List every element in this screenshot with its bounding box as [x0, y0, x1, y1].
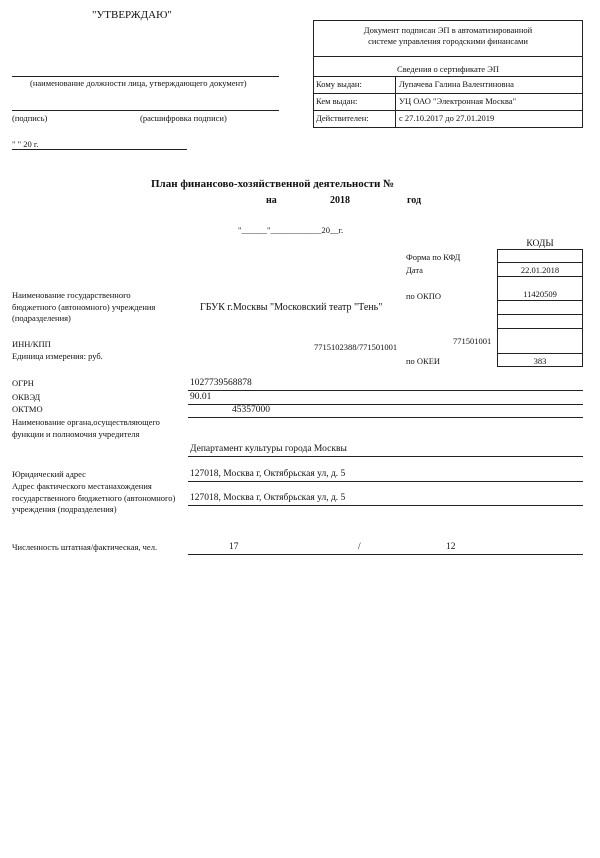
- decode-caption: (расшифровка подписи): [140, 113, 227, 123]
- founder-label: Наименование органа,осуществляющего функции и полномочия учредителя: [12, 417, 160, 439]
- cert-valid-value: с 27.10.2017 до 27.01.2019: [399, 113, 495, 123]
- plan-title: План финансово-хозяйственной деятельности №: [151, 178, 395, 190]
- oktmo-underline: [188, 417, 583, 418]
- date-label: Дата: [406, 265, 423, 275]
- codes-row-line: [497, 262, 583, 263]
- position-line: [12, 76, 279, 77]
- inn-label: ИНН/КПП: [12, 339, 51, 349]
- cert-title: Сведения о сертификате ЭП: [397, 64, 499, 74]
- staff-actual: 12: [446, 542, 456, 552]
- approval-date-line: " " 20 г.: [12, 139, 39, 149]
- okpo-value: 11420509: [523, 289, 557, 299]
- approval-date-underline: [12, 149, 187, 150]
- oktmo-value: 45357000: [232, 405, 270, 415]
- cert-valid-label: Действителен:: [316, 113, 369, 123]
- ogrn-label: ОГРН: [12, 378, 34, 388]
- okpo-label: по ОКПО: [406, 291, 442, 301]
- ogrn-underline: [188, 390, 583, 391]
- staff-underline: [188, 554, 583, 555]
- plan-year-word: год: [407, 195, 422, 206]
- legal-address-label: Юридический адрес: [12, 469, 86, 479]
- signature-caption: (подпись): [12, 113, 48, 123]
- cert-row-line-2: [313, 93, 583, 94]
- founder-value: Департамент культуры города Москвы: [190, 444, 347, 454]
- codes-row-line: [497, 300, 583, 301]
- staff-separator: /: [358, 542, 361, 552]
- actual-address-value: 127018, Москва г, Октябрьская ул, д. 5: [190, 493, 346, 503]
- legal-address-value: 127018, Москва г, Октябрьская ул, д. 5: [190, 469, 346, 479]
- actual-address-underline: [188, 505, 583, 506]
- approval-title: "УТВЕРЖДАЮ": [92, 9, 172, 21]
- codes-row-line: [497, 314, 583, 315]
- signature-header-line2: системе управления городскими финансами: [368, 36, 528, 46]
- codes-row-line: [497, 353, 583, 354]
- unit-label: Единица измерения: руб.: [12, 351, 103, 361]
- plan-for-word: на: [266, 195, 277, 206]
- codes-row-line: [497, 276, 583, 277]
- legal-address-underline: [188, 481, 583, 482]
- institution-name-value: ГБУК г.Москвы "Московский театр "Тень": [200, 302, 383, 313]
- cert-issued-by-value: УЦ ОАО "Электронная Москва": [399, 96, 517, 106]
- oktmo-label: ОКТМО: [12, 404, 43, 414]
- signature-line: [12, 110, 279, 111]
- form-kfd-label: Форма по КФД: [406, 252, 461, 262]
- institution-name-label: Наименование государственного бюджетного (автономного) учреждения (подразделения): [12, 290, 156, 323]
- okei-value: 383: [533, 356, 547, 366]
- position-caption: (наименование должности лица, утверждающего документ): [30, 78, 247, 88]
- okei-label: по ОКЕИ: [406, 356, 441, 366]
- cert-row-line-1: [313, 76, 583, 77]
- cert-issued-to-label: Кому выдан:: [316, 79, 362, 89]
- cert-col-divider: [395, 76, 396, 128]
- signature-header-line1: Документ подписан ЭП в автоматизированной: [363, 25, 533, 35]
- cert-issued-by-label: Кем выдан:: [316, 96, 358, 106]
- staff-planned: 17: [229, 542, 239, 552]
- ogrn-value: 1027739568878: [190, 378, 252, 388]
- founder-underline: [188, 456, 583, 457]
- okved-label: ОКВЭД: [12, 392, 41, 402]
- inn-value: 7715102388/771501001: [314, 342, 398, 352]
- inn-code: 771501001: [453, 336, 492, 346]
- cert-issued-to-value: Лупачева Галина Валентиновна: [399, 79, 514, 89]
- actual-address-label: Адрес фактического местанахождения государственного бюджетного (автономного) учреждения (подразделения): [12, 481, 176, 514]
- plan-year: 2018: [330, 195, 350, 206]
- okved-value: 90.01: [190, 392, 212, 402]
- signature-box-divider: [313, 56, 583, 57]
- codes-header: КОДЫ: [526, 239, 554, 249]
- date-value: 22.01.2018: [520, 265, 560, 275]
- cert-row-line-3: [313, 110, 583, 111]
- plan-date-line: "______"____________20__г.: [238, 225, 344, 235]
- staff-label: Численность штатная/фактическая, чел.: [12, 542, 158, 552]
- codes-row-line: [497, 328, 583, 329]
